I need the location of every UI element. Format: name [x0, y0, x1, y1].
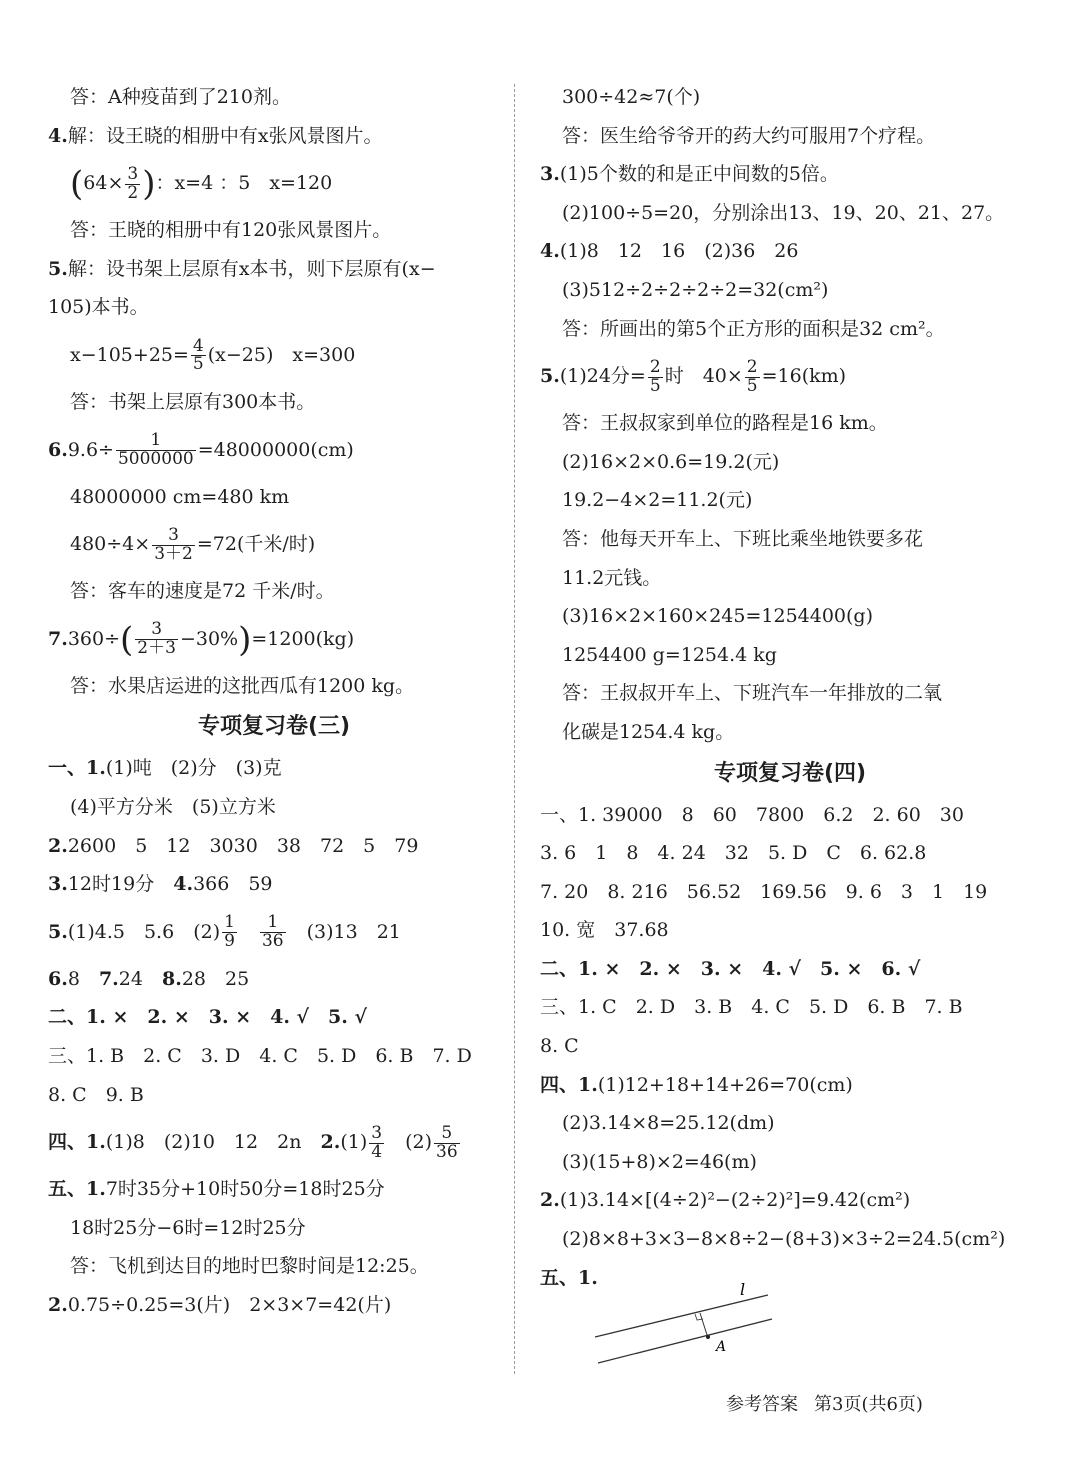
answer-line: 答：客车的速度是72 千米/时。	[70, 580, 335, 603]
equation: 5.(1)24分= $\frac{2}{5}$ 时 40× $\frac{2}{5}$ =16(km)	[540, 356, 847, 396]
solution-text: 解：设书架上层原有x本书，则下层原有(x−	[67, 257, 436, 280]
equation: x−105+25= $\frac{4}{5}$ (x−25) x=300	[70, 335, 356, 375]
solution-text: 48000000 cm=480 km	[70, 485, 290, 508]
footer	[726, 1390, 939, 1416]
footer-label: 参考答案	[726, 1394, 798, 1415]
section-title: 专项复习卷(四)	[713, 760, 867, 786]
answer-line: 300÷42≈7(个)	[562, 86, 701, 108]
equation: 6.9.6÷ $\frac{1}{5000000}$ =48000000(cm)	[48, 430, 354, 470]
answer-line: 1254400 g=1254.4 kg	[562, 643, 777, 666]
answer-line: (3)512÷2÷2÷2÷2=32(cm²)	[562, 278, 829, 301]
point-label: A	[716, 1339, 727, 1355]
page-number: 第3页(共6页)	[814, 1394, 923, 1415]
solution-text: 105)本书。	[48, 296, 149, 319]
answer-line: 18时25分−6时=12时25分	[70, 1216, 306, 1239]
answer-line: 答：飞机到达目的地时巴黎时间是12:25。	[70, 1255, 429, 1278]
question-number: 4.	[48, 124, 68, 147]
fraction: $\frac{3}{4}$	[371, 1122, 383, 1162]
answer-line: 11.2元钱。	[562, 566, 662, 589]
answer-line: 三、1. C 2. D 3. B 4. C 5. D 6. B 7. B	[540, 996, 963, 1019]
parallel-lines-diagram	[590, 1275, 790, 1375]
equation: 四、1.(1)8 (2)10 12 2n 2.(1) $\frac{3}{4}$ (2) $\frac{5}{36}$	[48, 1122, 458, 1162]
answer-line: 7. 20 8. 216 56.52 169.56 9. 6 3 1 19	[540, 880, 988, 903]
answer-line: (2)3.14×8=25.12(dm)	[562, 1112, 775, 1135]
answer-line: 10. 宽 37.68	[540, 919, 669, 942]
answer-line: 答：王晓的相册中有120张风景图片。	[70, 219, 392, 242]
answer-line: 答：王叔叔家到单位的路程是16 km。	[562, 412, 888, 435]
answer-line: 3. 6 1 8 4. 24 32 5. D C 6. 62.8	[540, 842, 927, 865]
fraction: $\frac{3}{3+2}$	[154, 524, 193, 564]
question-number: 5.	[48, 257, 68, 280]
fraction: $\frac{3}{2}$	[127, 163, 139, 203]
equation: 7.360÷( $\frac{3}{2+3}$ −30%)=1200(kg)	[48, 619, 355, 660]
answer-line: (4)平方分米 (5)立方米	[70, 795, 276, 818]
answer-line: 19.2−4×2=11.2(元)	[562, 489, 753, 512]
answer-line: (2)16×2×0.6=19.2(元)	[562, 450, 780, 473]
answer-line: 答：医生给爷爷开的药大约可服用7个疗程。	[562, 124, 936, 147]
answer-line: (3)16×2×160×245=1254400(g)	[562, 605, 873, 628]
left-column: 答：A种疫苗到了210剂。 4.解：设王晓的相册中有x张风景图片。 (64× $\frac{3}{2}$ )：x=4 ：5 x=120 答：王晓的相册中有120张风景图片。 5.解：设书架上层原有x本书，则下层原有(x− 105)本书。 x−105+25= $\frac{4}{5}$ (x−25) x=300 答：书架上层原有300本书。 6.9.6÷ $\frac{1}{5000000}$ =48000000(cm) 48000000 cm=480 km 480÷4× $\frac{3}{3+2}$ =72(千米/时) 答：客车的速度是72 千米/时。 7.360÷( $\frac{3}{2+3}$ −30%)=1200(kg) 答：水果店运进的这批西瓜有1200 kg。 专项复习卷(三) 一、1.(1)吨 (2)分 (3)克 (4)平方分米 (5)立方米 2.2600 5 12 3030 38 72 5 79 3.12时19分 4.366 59 5.(1)4.5 5.6 (2) $\frac{1}{9}$ $\frac{1}{36}$ (3)13 21 6.8 7.24 8.28 25 二、1. × 2. × 3. × 4. √ 5. √ 三、1. B 2. C 3. D 4. C 5. D 6. B 7. D 8. C 9. B 四、1.(1)8 (2)10 12 2n 2.(1) $\frac{3}{4}$ (2) $\frac{5}{36}$ 五、1.7时35分+10时50分=18时25分 18时25分−6时=12时25分 答：飞机到达目的地时巴黎时间是12:25。 2.0.75÷0.25=3(片) 2×3×7=42(片)	[48, 78, 500, 1324]
answer-line: (3)(15+8)×2=46(m)	[562, 1150, 757, 1173]
equation: (64× $\frac{3}{2}$ )：x=4 ：5 x=120	[70, 163, 333, 205]
fraction: $\frac{1}{5000000}$	[117, 430, 194, 470]
answer-line: (2)8×8+3×3−8×8÷2−(8+3)×3÷2=24.5(cm²)	[562, 1228, 1006, 1251]
fraction: $\frac{4}{5}$	[192, 335, 204, 375]
fraction: $\frac{3}{2+3}$	[137, 619, 176, 659]
fraction: $\frac{1}{36}$	[261, 912, 284, 952]
answer-line: 答：水果店运进的这批西瓜有1200 kg。	[70, 674, 415, 697]
fraction: $\frac{5}{36}$	[436, 1122, 458, 1162]
fraction: $\frac{2}{5}$	[649, 356, 661, 396]
answer-line: 8. C 9. B	[48, 1083, 144, 1106]
fraction: $\frac{2}{5}$	[746, 356, 758, 396]
section-title: 专项复习卷(三)	[197, 714, 351, 740]
column-divider	[514, 84, 515, 1374]
answer-line: 化碳是1254.4 kg。	[562, 720, 735, 743]
answer-line: 答：书架上层原有300本书。	[70, 390, 316, 413]
answer-line: 二、1. × 2. × 3. × 4. √ 5. √	[48, 1006, 367, 1029]
answer-line: 答：他每天开车上、下班比乘坐地铁要多花	[562, 527, 924, 550]
answer-line: 答：所画出的第5个正方形的面积是32 cm²。	[562, 317, 945, 340]
answer-line: 五、1.	[540, 1266, 598, 1289]
answer-line: 三、1. B 2. C 3. D 4. C 5. D 6. B 7. D	[48, 1044, 472, 1067]
equation: 5.(1)4.5 5.6 (2) $\frac{1}{9}$ $\frac{1}{36}$ (3)13 21	[48, 912, 401, 952]
answer-line: 答：A种疫苗到了210剂。	[70, 86, 291, 108]
answer-line: (2)100÷5=20，分别涂出13、19、20、21、27。	[562, 201, 1005, 224]
fraction: $\frac{1}{9}$	[224, 912, 235, 952]
solution-text: 解：设王晓的相册中有x张风景图片。	[67, 124, 383, 147]
answer-line: 答：王叔叔开车上、下班汽车一年排放的二氧	[562, 682, 943, 705]
answer-line: 二、1. × 2. × 3. × 4. √ 5. × 6. √	[540, 957, 921, 980]
answer-line: 一、1. 39000 8 60 7800 6.2 2. 60 30	[540, 803, 964, 826]
right-column: 300÷42≈7(个) 答：医生给爷爷开的药大约可服用7个疗程。 3.(1)5个数的和是正中间数的5倍。 (2)100÷5=20，分别涂出13、19、20、21、27。 4.(1)8 12 16 (2)36 26 (3)512÷2÷2÷2÷2=32(cm²) 答：所画出的第5个正方形的面积是32 cm²。 5.(1)24分= $\frac{2}{5}$ 时 40× $\frac{2}{5}$ =16(km) 答：王叔叔家到单位的路程是16 km。 (2)16×2×0.6=19.2(元) 19.2−4×2=11.2(元) 答：他每天开车上、下班比乘坐地铁要多花 11.2元钱。 (3)16×2×160×245=1254400(g) 1254400 g=1254.4 kg 答：王叔叔开车上、下班汽车一年排放的二氧 化碳是1254.4 kg。 专项复习卷(四) 一、1. 39000 8 60 7800 6.2 2. 60 30 3. 6 1 8 4. 24 32 5. D C 6. 62.8 7. 20 8. 216 56.52 169.56 9. 6 3 1 19 10. 宽 37.68 二、1. × 2. × 3. × 4. √ 5. × 6. √ 三、1. C 2. D 3. B 4. C 5. D 6. B 7. B 8. C 四、1.(1)12+18+14+26=70(cm) (2)3.14×8=25.12(dm) (3)(15+8)×2=46(m) 2.(1)3.14×[(4÷2)²−(2÷2)²]=9.42(cm²) (2)8×8+3×3−8×8÷2−(8+3)×3÷2=24.5(cm²) 五、1.	[540, 78, 1040, 1297]
line-label: l	[740, 1280, 746, 1299]
equation: 480÷4× $\frac{3}{3+2}$ =72(千米/时)	[70, 524, 316, 564]
answer-line: 8. C	[540, 1035, 579, 1058]
